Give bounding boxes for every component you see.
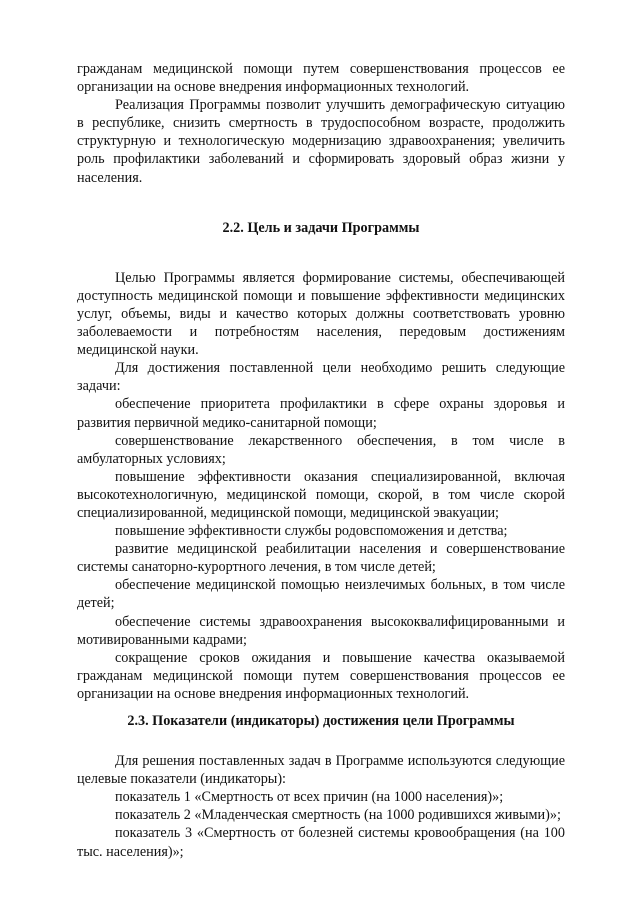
- list-item: показатель 1 «Смертность от всех причин (на 1000 населения)»;: [115, 789, 504, 806]
- list-item: обеспечение системы здравоохранения высококвалифицированными и мотивированными кадрами;: [77, 613, 565, 648]
- list-item: повышение эффективности оказания специализированной, включая высокотехнологичную, медицинской помощи, скорой, в том числе скорой специализированной, медицинской помощи, медицинской эвакуации;: [77, 468, 565, 521]
- paragraph: Для достижения поставленной цели необходимо решить следующие задачи:: [77, 360, 565, 395]
- list-item: обеспечение приоритета профилактики в сфере охраны здоровья и развития первичной медико-санитарной помощи;: [77, 396, 565, 431]
- list-item: сокращение сроков ожидания и повышение качества оказываемой гражданам медицинской помощи путем совершенствования процессов ее организации на основе внедрения информационных технологий.: [77, 649, 565, 702]
- paragraph: Для решения поставленных задач в Программе используются следующие целевые показатели (индикаторы):: [77, 753, 565, 788]
- list-item: показатель 2 «Младенческая смертность (на 1000 родившихся живыми)»;: [115, 807, 561, 824]
- list-item: развитие медицинской реабилитации населения и совершенствование системы санаторно-курортного лечения, в том числе детей;: [77, 541, 565, 576]
- section-heading: 2.2. Цель и задачи Программы: [222, 219, 420, 236]
- document-page: [77, 60, 565, 861]
- section-heading: 2.3. Показатели (индикаторы) достижения цели Программы: [127, 713, 515, 729]
- list-item: совершенствование лекарственного обеспечения, в том числе в амбулаторных условиях;: [77, 432, 565, 467]
- paragraph: гражданам медицинской помощи путем совершенствования процессов ее организации на основе внедрения информационных технологий.: [77, 61, 565, 96]
- paragraph: Целью Программы является формирование системы, обеспечивающей доступность медицинской помощи и повышение эффективности медицинских услуг, объемы, виды и качество которых должны соответствовать уровню заболеваемости и потребностям населения, передовым достижениям медицинской науки.: [77, 269, 565, 359]
- list-item: показатель 3 «Смертность от болезней системы кровообращения (на 100 тыс. населения)»;: [77, 825, 565, 860]
- paragraph: Реализация Программы позволит улучшить демографическую ситуацию в республике, снизить смертность в трудоспособном возрасте, продолжить структурную и технологическую модернизацию здравоохранения; увеличить роль профилактики заболеваний и сформировать здоровый образ жизни у населения.: [77, 97, 565, 186]
- list-item: обеспечение медицинской помощью неизлечимых больных, в том числе детей;: [77, 577, 565, 612]
- list-item: повышение эффективности службы родовспоможения и детства;: [115, 523, 508, 540]
